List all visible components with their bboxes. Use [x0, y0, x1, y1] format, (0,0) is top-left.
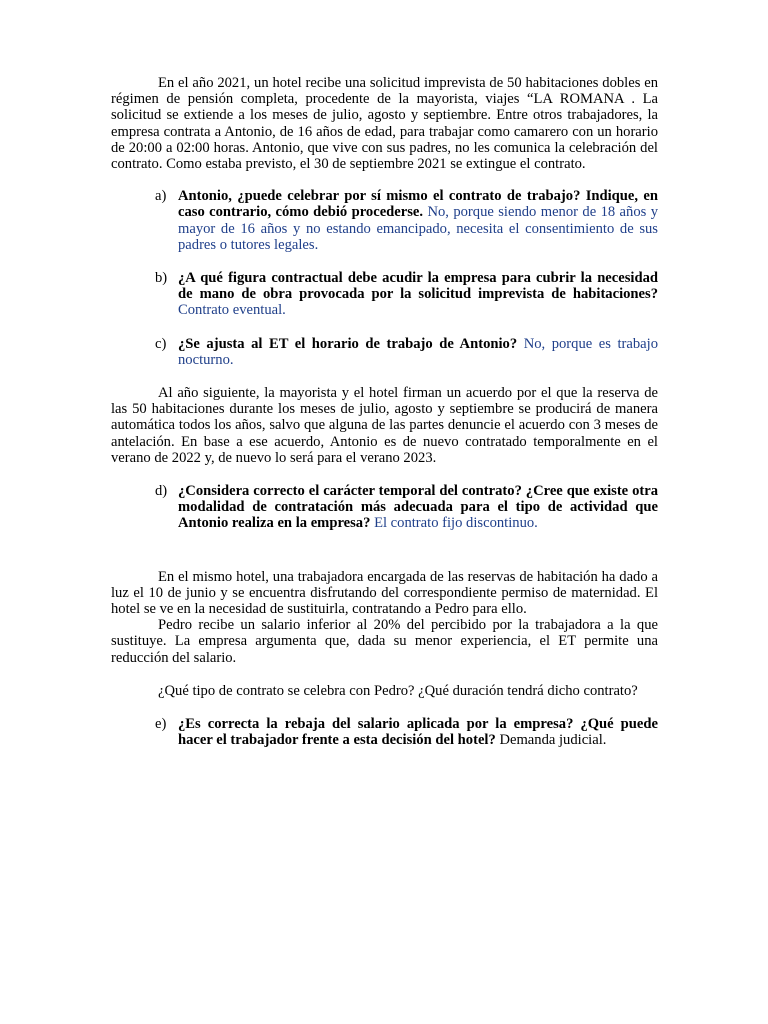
question-e-text: ¿Es correcta la rebaja del salario aplicada por la empresa? ¿Qué puede hacer el trabajador frente a esta decisión del hotel? [178, 716, 658, 749]
second-scenario-paragraph: Al año siguiente, la mayorista y el hotel firman un acuerdo por el que la reserva de las 50 habitaciones durante los meses de julio, agosto y septiembre se producirá de manera automática todos los años, salvo que alguna de las partes denuncie el acuerdo con 3 meses de antelación. En base a ese acuerdo, Antonio es de nuevo contratado temporalmente en el verano de 2022 y, de nuevo lo será para el verano 2023. [111, 385, 658, 466]
document-page [111, 75, 658, 749]
question-e [111, 716, 658, 748]
question-a-text: Antonio, ¿puede celebrar por sí mismo el contrato de trabajo? Indique, en caso contrario, cómo debió procederse. [178, 188, 658, 221]
answer-c: No, porque es trabajo nocturno. [178, 335, 658, 368]
question-e-label: e) [155, 716, 167, 733]
salary-paragraph: Pedro recibe un salario inferior al 20% del percibido por la trabajadora a la que sustituye. La empresa argumenta que, dada su menor experiencia, el ET permite una reducción del salario. [111, 617, 658, 666]
intro-paragraph: En el año 2021, un hotel recibe una solicitud imprevista de 50 habitaciones dobles en régimen de pensión completa, procedente de la mayorista, viajes “LA ROMANA . La solicitud se extiende a los meses de julio, agosto y septiembre. Entre otros trabajadores, la empresa contrata a Antonio, de 16 años de edad, para trabajar como camarero con un horario de 20:00 a 02:00 horas. Antonio, que vive con sus padres, no les comunica la celebración del contrato. Como estaba previsto, el 30 de septiembre 2021 se extingue el contrato. [111, 75, 658, 173]
answer-a: No, porque siendo menor de 18 años y mayor de 16 años y no estando emancipado, necesita el consentimiento de sus padres o tutores legales. [178, 204, 658, 253]
question-c-label: c) [155, 335, 167, 352]
question-b-label: b) [155, 270, 168, 287]
pedro-contract-question: ¿Qué tipo de contrato se celebra con Pedro? ¿Qué duración tendrá dicho contrato? [158, 682, 638, 699]
question-b-text: ¿A qué figura contractual debe acudir la empresa para cubrir la necesidad de mano de obra provocada por la solicitud imprevista de habitaciones? [178, 270, 658, 303]
question-a-label: a) [155, 188, 167, 205]
answer-e: Demanda judicial. [499, 732, 607, 749]
question-b [111, 270, 658, 319]
question-d-text: ¿Considera correcto el carácter temporal del contrato? ¿Cree que existe otra modalidad de contratación más adecuada para el tipo de actividad que Antonio realiza en la empresa? [178, 483, 658, 532]
question-d [111, 483, 658, 532]
answer-d: El contrato fijo discontinuo. [374, 515, 538, 532]
third-scenario-paragraph: En el mismo hotel, una trabajadora encargada de las reservas de habitación ha dado a luz el 10 de junio y se encuentra disfrutando del correspondiente permiso de maternidad. El hotel se ve en la necesidad de sustituirla, contratando a Pedro para ello. [111, 568, 658, 618]
answer-b: Contrato eventual. [178, 302, 286, 319]
question-c-text: ¿Se ajusta al ET el horario de trabajo de Antonio? [178, 335, 518, 352]
question-a [111, 188, 658, 253]
question-c [111, 336, 658, 368]
question-d-label: d) [155, 483, 168, 500]
